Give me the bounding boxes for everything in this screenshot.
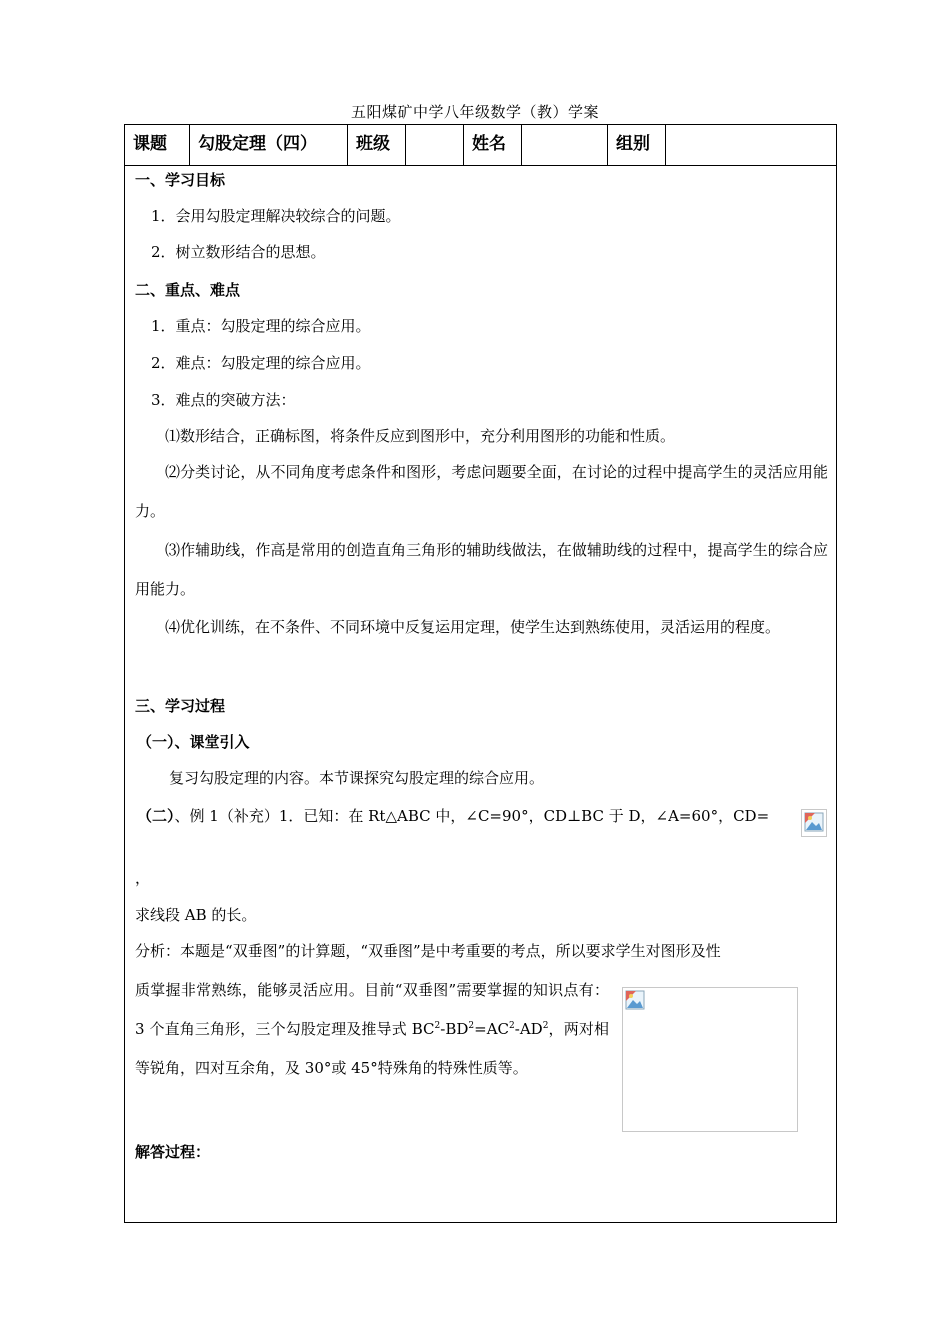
- group-value: [666, 125, 836, 165]
- method-paragraph: ⑶作辅助线，作高是常用的创造直角三角形的辅助线做法，在做辅助线的过程中，提高学生的综合应用能力。: [135, 541, 828, 598]
- broken-image-icon: [802, 810, 826, 836]
- section-heading-goals: 一、学习目标: [135, 171, 226, 189]
- analysis-first-line: 分析：本题是“双垂图”的计算题，“双垂图”是中考重要的考点，所以要求学生对图形及性: [135, 942, 721, 960]
- comma-text: ，: [135, 869, 151, 887]
- question-text: 求线段 AB 的长。: [135, 906, 257, 924]
- example-prefix: （二）: [137, 807, 175, 825]
- superscript: 2: [468, 1021, 475, 1031]
- figure-image-frame: [622, 987, 798, 1132]
- analysis-paragraph: [135, 971, 609, 1088]
- method-paragraph: ⑴数形结合，正确标图，将条件反应到图形中，充分利用图形的功能和性质。: [165, 427, 676, 445]
- keypoint-item: 3．难点的突破方法：: [151, 391, 296, 409]
- analysis-text: -BD: [440, 1020, 469, 1038]
- topic-value: 勾股定理（四）: [190, 125, 348, 165]
- section-heading-process: 三、学习过程: [135, 697, 226, 715]
- example-line: [137, 805, 769, 826]
- group-label: 组别: [608, 125, 666, 165]
- goal-item: 2．树立数形结合的思想。: [151, 243, 326, 261]
- analysis-text: 质掌握非常熟练，能够灵活应用。目前“双垂图”需要掌握的知识点有：3 个直角三角形，三个勾股定理及推导式 BC: [135, 981, 609, 1038]
- superscript: 2: [509, 1021, 515, 1031]
- name-value: [522, 125, 608, 165]
- figure-image: [623, 988, 649, 1016]
- section-heading-keypoints: 二、重点、难点: [135, 281, 241, 299]
- header-row: [125, 125, 836, 166]
- solution-heading: 解答过程：: [135, 1143, 211, 1161]
- document-title: 五阳煤矿中学八年级数学（教）学案: [350, 103, 599, 121]
- formula-image: [801, 809, 827, 837]
- goal-item: 1．会用勾股定理解决较综合的问题。: [151, 207, 401, 225]
- topic-label: 课题: [125, 125, 190, 165]
- analysis-text: -AD: [514, 1020, 543, 1038]
- keypoint-item: 1．重点：勾股定理的综合应用。: [151, 317, 371, 335]
- broken-image-icon: [623, 988, 647, 1014]
- superscript: 2: [434, 1021, 441, 1031]
- keypoint-item: 2．难点：勾股定理的综合应用。: [151, 354, 371, 372]
- subsection-heading-intro: （一）、课堂引入: [137, 733, 250, 751]
- analysis-text: ，两对相等锐角，四对互余角，及 30°或 45°特殊角的特殊性质等。: [135, 1020, 609, 1077]
- superscript: 2: [542, 1021, 549, 1031]
- example-text: 、例 1（补充）1．已知：在 Rt△ABC 中，∠C=90°，CD⊥BC 于 D，∠A=60°，CD=: [174, 807, 770, 825]
- method-paragraph: ⑷优化训练，在不条件、不同环境中反复运用定理，使学生达到熟练使用，灵活运用的程度。: [165, 618, 781, 636]
- class-label: 班级: [348, 125, 406, 165]
- method-paragraph: ⑵分类讨论，从不同角度考虑条件和图形，考虑问题要全面，在讨论的过程中提高学生的灵活应用能力。: [135, 463, 828, 520]
- name-label: 姓名: [464, 125, 522, 165]
- intro-text: 复习勾股定理的内容。本节课探究勾股定理的综合应用。: [169, 769, 545, 787]
- lesson-table: [124, 124, 837, 1223]
- class-value: [406, 125, 464, 165]
- analysis-text: =AC: [474, 1020, 510, 1038]
